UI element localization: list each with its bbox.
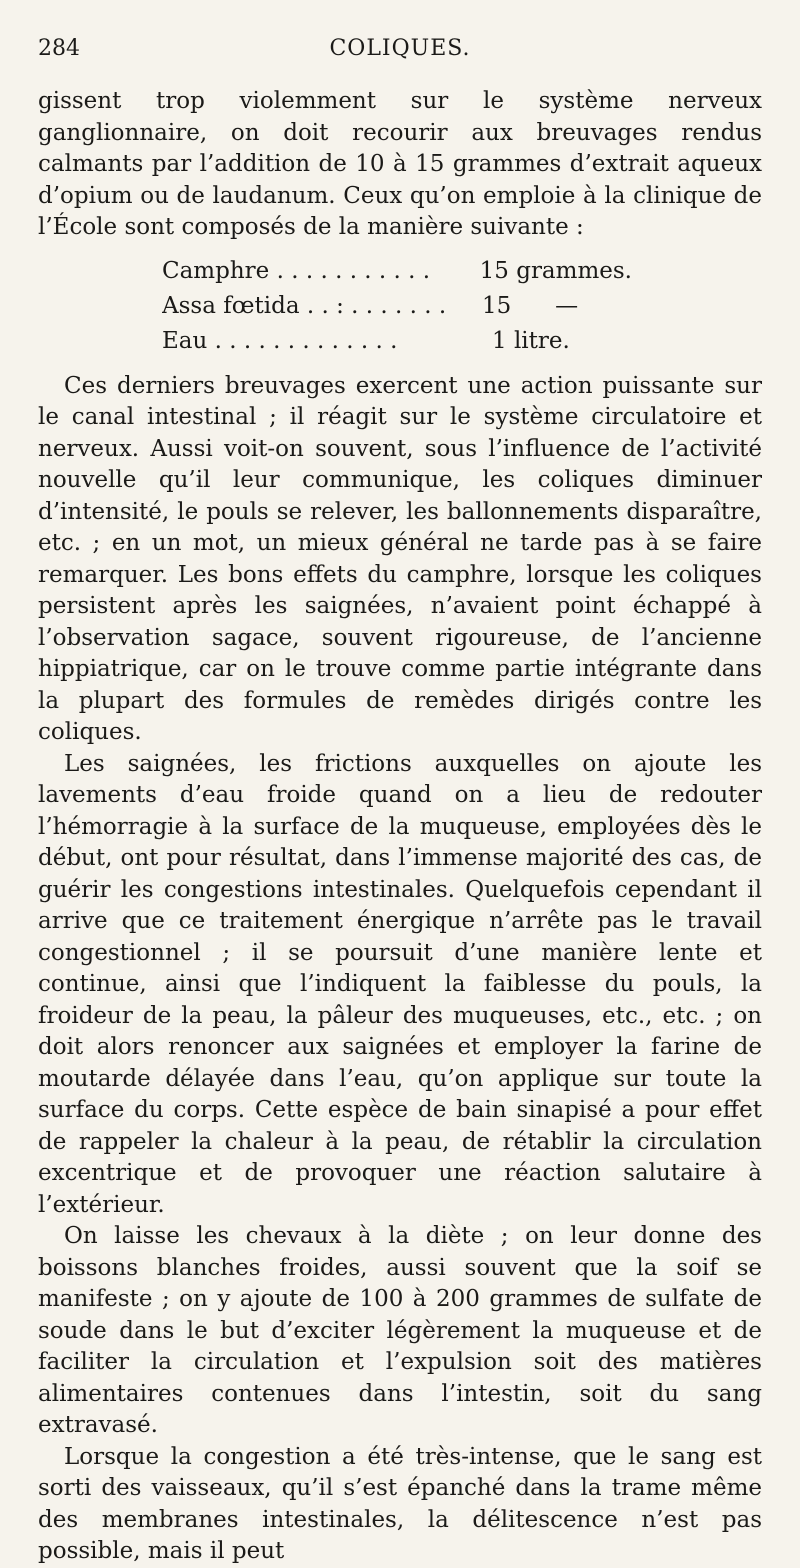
paragraph-effets-breuvages: Ces derniers breuvages exercent une action puissante sur le canal intestinal ; il réagit sur le système circulatoire et nerveux. Aussi voit-on souvent, sous l’influence de l’activité nouvelle qu’il leur communique, les coliques diminuer d’intensité, le pouls se relever, les ballonnements disparaître, etc. ; en un mot, un mieux général ne tarde pas à se faire remarquer. Les bons effets du camphre, lorsque les coliques persistent après les saignées, n’avaient point échappé à l’observation sagace, souvent rigoureuse, de l’ancienne hippiatrique, car on le trouve comme partie intégrante dans la plupart des formules de remèdes dirigés contre les coliques. [38, 372, 762, 745]
paragraph-diete: On laisse les chevaux à la diète ; on leur donne des boissons blanches froides, aussi souvent que la soif se manifeste ; on y ajoute de 100 à 200 grammes de sulfate de soude dans le but d’exciter légèrement la muqueuse et de faciliter la circulation et l’expulsion soit des matières alimentaires contenues dans l’intestin, soit du sang extravasé. [38, 1223, 762, 1438]
body-text [38, 86, 762, 1568]
recipe-leader-dots: . . . . . . . . . . . . . [214, 327, 398, 354]
page-number: 284 [38, 36, 80, 61]
paragraph-congestion: Lorsque la congestion a été très-intense, que le sang est sorti des vaisseaux, qu’il s’est épanché dans la trame même des membranes intestinales, la délitescence n’est pas possible, mais il peut [38, 1443, 762, 1564]
recipe-ingredient-name: Assa fœtida [162, 292, 300, 319]
recipe-leader-dots: . . : . . . . . . . [306, 292, 447, 319]
recipe-leader-dots: . . . . . . . . . . . [276, 257, 431, 284]
paragraph-saignees: Les saignées, les frictions auxquelles on ajoute les lavements d’eau froide quand on a lieu de redouter l’hémorragie à la surface de la muqueuse, employées dès le début, ont pour résultat, dans l’immense majorité des cas, de guérir les congestions intestinales. Quelquefois cependant il arrive que ce traitement énergique n’arrête pas le travail congestionnel ; il se poursuit d’une manière lente et continue, ainsi que l’indiquent la faiblesse du pouls, la froideur de la peau, la pâleur des muqueuses, etc., etc. ; on doit alors renoncer aux saignées et employer la farine de moutarde délayée dans l’eau, qu’on applique sur toute la surface du corps. Cette espèce de bain sinapisé a pour effet de rappeler la chaleur à la peau, de rétablir la circulation excentrique et de provoquer une réaction salutaire à l’extérieur. [38, 750, 762, 1218]
recipe-quantity: 15 grammes. [479, 257, 632, 284]
recipe-ingredient [162, 324, 482, 359]
running-head [38, 30, 762, 86]
paragraph-opium-breuvages: gissent trop violemment sur le système nerveux ganglionnaire, on doit recourir aux breuvages rendus calmants par l’addition de 10 à 15 grammes d’extrait aqueux d’opium ou de laudanum. Ceux qu’on emploie à la clinique de l’École sont composés de la manière suivante : [38, 88, 762, 240]
running-title: COLIQUES. [329, 36, 471, 61]
recipe-quantity: 15 — [482, 292, 579, 319]
recipe-ingredient-name: Eau [162, 327, 208, 354]
recipe-row-assa-foetida [162, 289, 632, 324]
recipe-table [162, 254, 632, 359]
recipe-row-eau [162, 324, 632, 359]
recipe-row-camphre [162, 254, 632, 289]
recipe-ingredient [162, 289, 482, 324]
recipe-quantity: 1 litre. [492, 327, 570, 354]
recipe-ingredient-name: Camphre [162, 257, 270, 284]
recipe-ingredient [162, 254, 480, 289]
